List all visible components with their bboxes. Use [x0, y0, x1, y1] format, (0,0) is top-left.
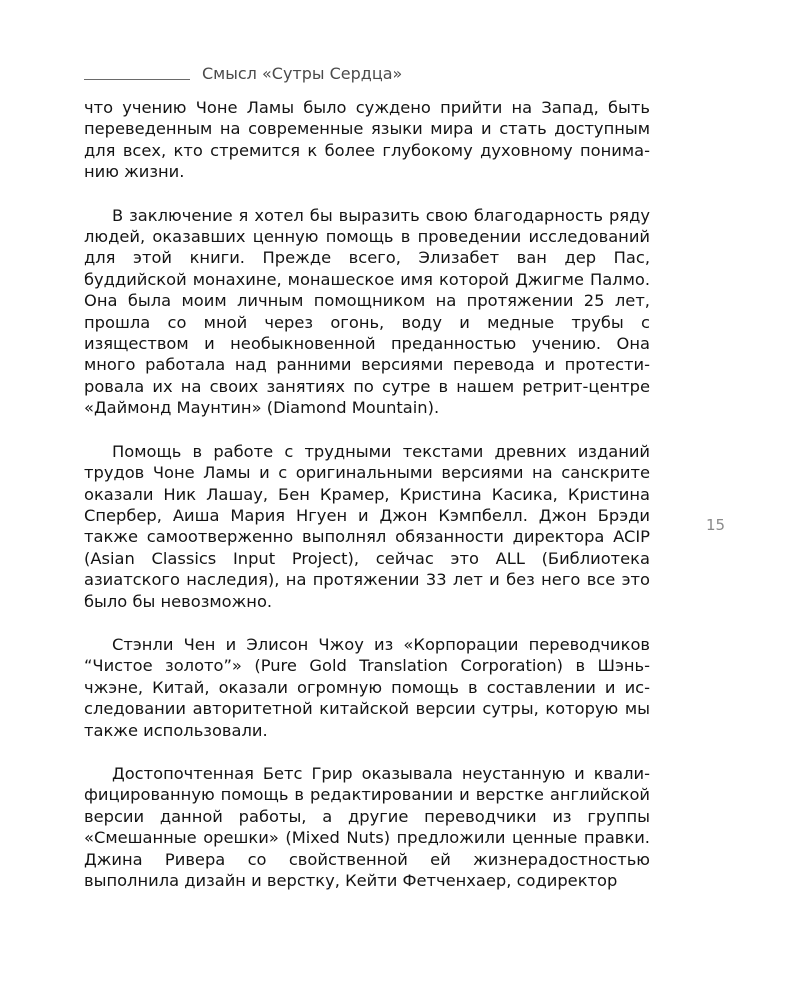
body-text: [84, 97, 650, 913]
paragraph-acknowledgement-jigme-palmo: В заключение я хотел бы выразить свою благодарность ряду людей, оказавших ценную помощь в проведении исследований для этой книги. Прежде всего, Элизабет ван дер Пас, буддийской монахине, монашеское имя которой Джигме Палмо. Она была моим личным помощником на протяжении 25 лет, прошла со мной через огонь, воду и медные трубы с изяществом и необыкновенной преданностью учению. Она много работала над ранними версиями перевода и протестировала их на своих занятиях по сутре в нашем ретрит-центре «Даймонд Маунтин» (Diamond Mountain).: [84, 205, 650, 418]
paragraph-continuation: что учению Чоне Ламы было суждено прийти на Запад, быть переведенным на современные языки мира и стать доступным для всех, кто стремится к более глубокому духовному пониманию жизни.: [84, 98, 650, 182]
running-title: Смысл «Сутры Сердца»: [202, 64, 403, 83]
page-number: 15: [706, 516, 726, 534]
paragraph-acknowledgement-texts: Помощь в работе с трудными текстами древних изданий трудов Чоне Ламы и с оригинальными версиями на санскрите оказали Ник Лашау, Бен Крамер, Кристина Касика, Кристина Спербер, Аиша Мария Нгуен и Джон Кэмпбелл. Джон Брэди также самоотверженно выполнял обязанности директора ACIP (Asian Classics Input Project), сейчас это ALL (Библиотека азиатского наследия), на протяжении 33 лет и без него все это было бы невозможно.: [84, 441, 650, 611]
running-header: [84, 64, 684, 86]
paragraph-acknowledgement-editing: Достопочтенная Бетс Грир оказывала неустанную и квалифицированную помощь в редактировании и верстке английской версии данной работы, а другие переводчики из группы «Смешанные орешки» (Mixed Nuts) предложили ценные правки. Джина Ривера со свойственной ей жизнерадостностью выполнила дизайн и верстку, Кейти Фетченхаер, содиректор: [84, 763, 650, 890]
paragraph-acknowledgement-pure-gold: Стэнли Чен и Элисон Чжоу из «Корпорации переводчиков “Чистое золото”» (Pure Gold Translation Corporation) в Шэньчжэне, Китай, оказали огромную помощь в составлении и исследовании авторитетной китайской версии сутры, которую мы также использовали.: [84, 634, 650, 740]
header-rule: [84, 79, 190, 80]
